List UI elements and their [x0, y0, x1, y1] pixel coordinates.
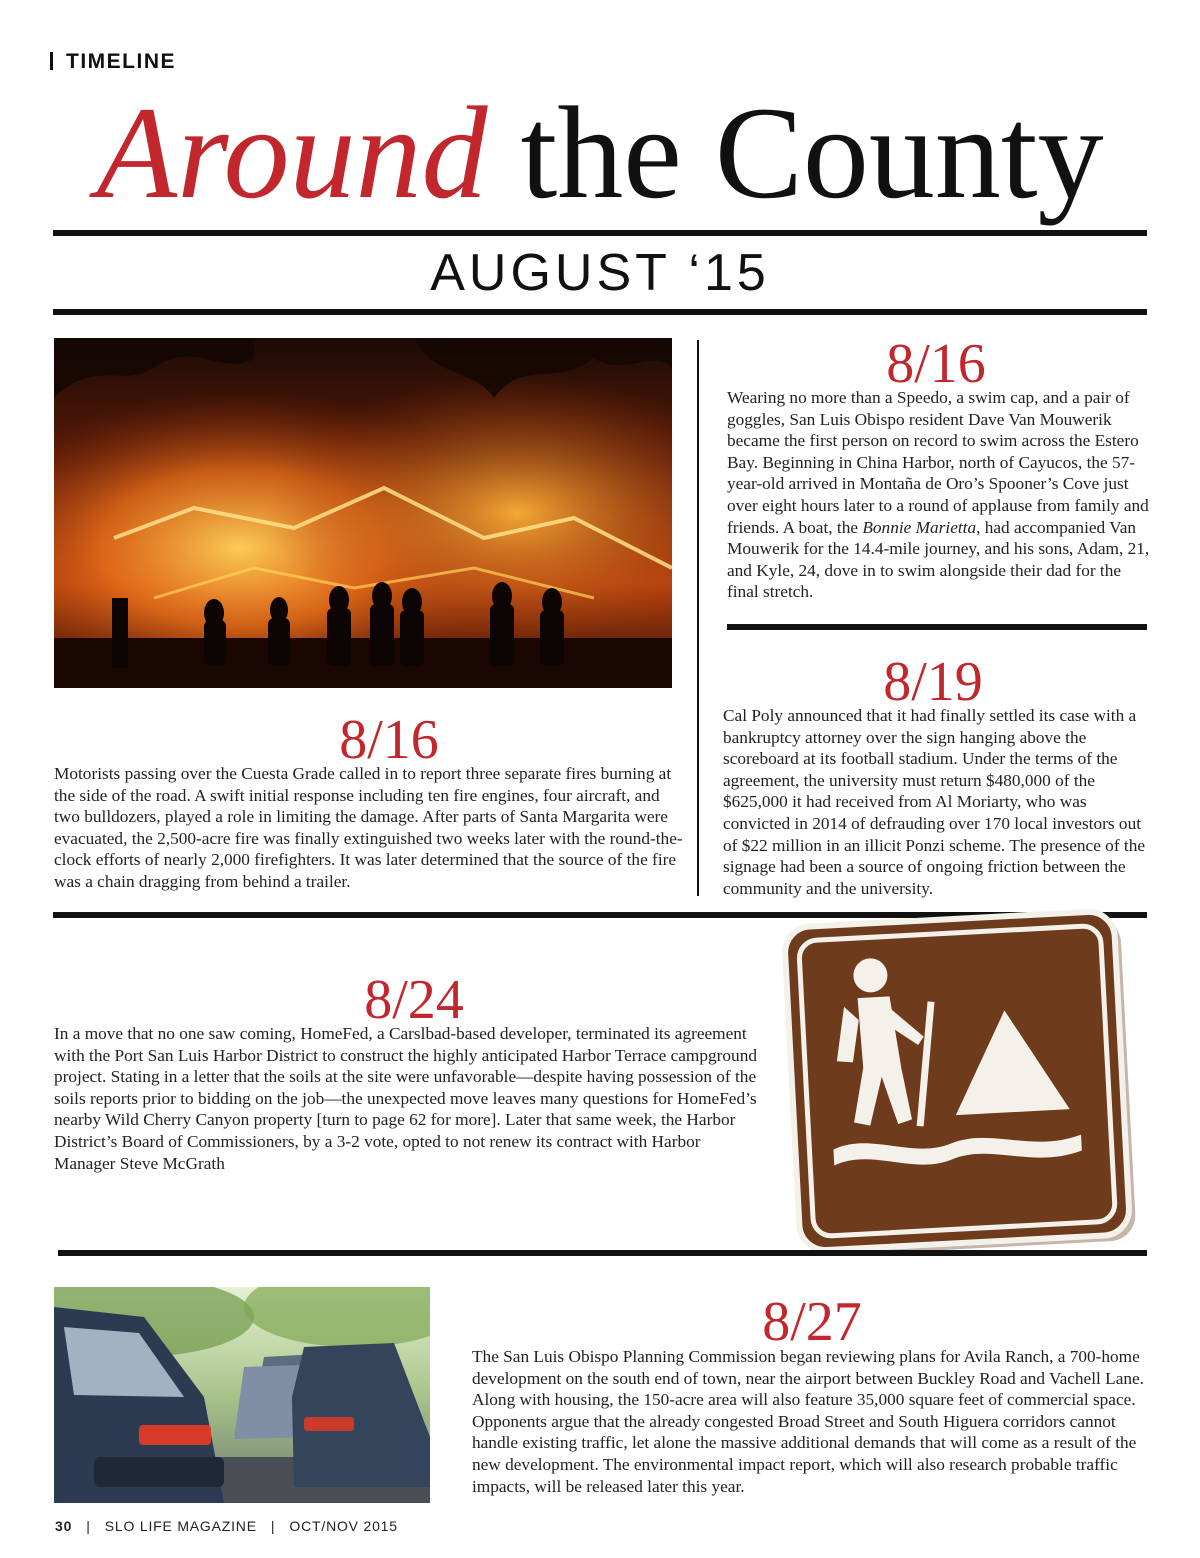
- traffic-jam-photo-graphic: [54, 1287, 430, 1503]
- page-title: [0, 78, 1200, 228]
- entry-text: [727, 387, 1151, 603]
- page-title-highlight: Around: [96, 79, 488, 226]
- hiking-camping-sign-icon: [778, 905, 1136, 1255]
- entry-date: 8/24: [364, 969, 464, 1031]
- entry-text-part: Wearing no more than a Speedo, a swim cap, and a pair of goggles, San Luis Obispo resident Dave Van Mouwerik became the first person on record to swim across the Estero Bay. Beginning in China Harbor, north of Cayucos, the 57-year-old arrived in Montaña de Oro’s Spooner’s Cove just over eight hours later to a round of applause from family and friends. A boat, the: [727, 388, 1149, 537]
- wildfire-photo-graphic: [54, 338, 672, 688]
- column-divider: [697, 340, 699, 896]
- page-footer: 30 | SLO LIFE MAGAZINE | OCT/NOV 2015: [55, 1518, 398, 1534]
- entry-text-part: , had accompanied Van Mouwerik for the 14.4-mile journey, and his sons, Adam, 21, and Kyle, 24, dove in to swim alongside their dad for the final stretch.: [727, 517, 1150, 602]
- boat-name: Bonnie Marietta: [862, 517, 977, 537]
- entry-rule: [727, 624, 1147, 630]
- entry-text: Motorists passing over the Cuesta Grade called in to report three separate fires burning at the side of the road. A swift initial response including ten fire engines, four aircraft, and two bulldozers, played a role in limiting the damage. After parts of Santa Margarita were evacuated, the 2,500-acre fire was finally extinguished two weeks later with the round-the-clock efforts of nearly 2,000 firefighters. It was later determined that the source of the fire was a chain dragging from behind a trailer.: [54, 764, 683, 891]
- month-rule: [53, 309, 1147, 315]
- entry-text: The San Luis Obispo Planning Commission began reviewing plans for Avila Ranch, a 700-home development on the south end of town, near the airport between Buckley Road and Vachell Lane. Along with housing, the 150-acre area will also feature 35,000 square feet of commercial space. Opponents argue that the already congested Broad Street and South Higuera corridors cannot handle existing traffic, let alone the massive additional demands that will come as a result of the new development. The environmental impact report, which will also research probable traffic impacts, will be released later this year.: [472, 1347, 1145, 1496]
- section-rule: [58, 1250, 1147, 1256]
- section-label-text: TIMELINE: [66, 50, 176, 73]
- traffic-photo: [54, 1287, 430, 1503]
- month-heading: AUGUST ‘15: [430, 244, 770, 302]
- issue-date: OCT/NOV 2015: [289, 1518, 398, 1534]
- wildfire-photo: [54, 338, 672, 688]
- page-title-rest: the County: [487, 79, 1104, 226]
- entry-text: In a move that no one saw coming, HomeFed, a Carslbad-based developer, terminated its agreement with the Port San Luis Harbor District to construct the highly anticipated Harbor Terrace campground project. Stating in a letter that the soils at the site were unfavorable—despite having possession of the soils reports prior to bidding on the job—the unexpected move leaves many questions for HomeFed’s nearby Wild Cherry Canyon property [turn to page 62 for more]. Later that same week, the Harbor District’s Board of Commissioners, by a 3-2 vote, opted to not renew its contract with Harbor Manager Steve McGrath: [54, 1024, 757, 1173]
- entry-date: 8/16: [886, 333, 986, 395]
- section-label-bar: [50, 52, 53, 70]
- section-label: [50, 50, 176, 74]
- entry-date: 8/16: [339, 709, 439, 771]
- entry-date: 8/27: [762, 1291, 862, 1353]
- page-number: 30: [55, 1518, 73, 1534]
- entry-text: Cal Poly announced that it had finally settled its case with a bankruptcy attorney over the sign hanging above the scoreboard at its football stadium. Under the terms of the agreement, the university must return $480,000 of the $625,000 it had received from Al Moriarty, who was convicted in 2014 of defrauding over 170 local investors out of $22 million in an illicit Ponzi scheme. The presence of the signage had been a source of ongoing friction between the community and the university.: [723, 706, 1146, 898]
- campground-sign: [778, 905, 1136, 1255]
- publication-name: SLO LIFE MAGAZINE: [104, 1518, 257, 1534]
- title-rule: [53, 230, 1147, 236]
- entry-date: 8/19: [883, 651, 983, 713]
